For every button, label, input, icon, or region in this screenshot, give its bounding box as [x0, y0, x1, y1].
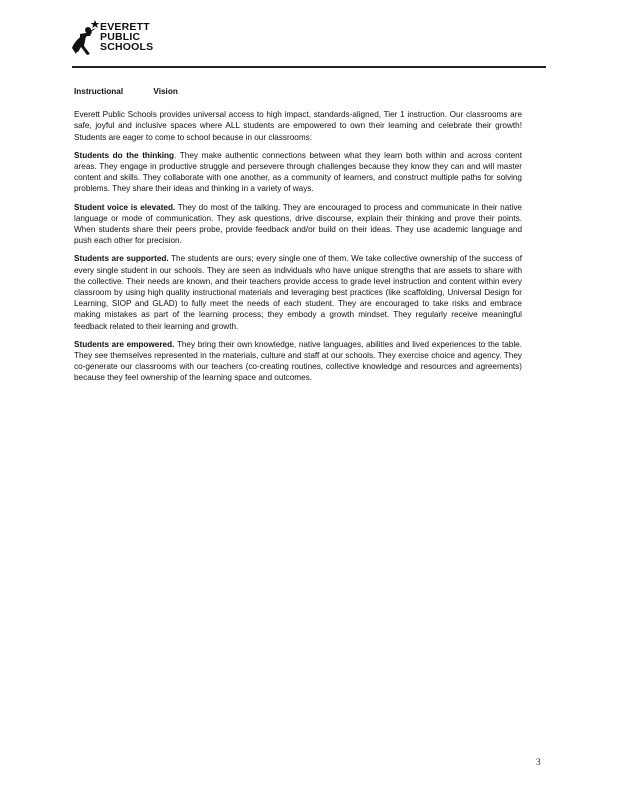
paragraph-text: . They make authentic connections between what they learn both within and across content areas. They engage in productive struggle and persevere through challenges because they know they can and will master content and skills. They collaborate with one another, as a community of learners, and construct multiple paths for solving problems. They share their ideas and thinking in a variety of ways. [74, 150, 522, 194]
empowered-paragraph [74, 339, 522, 384]
section-title: Instructional Vision [74, 87, 178, 96]
page-number: 3 [536, 757, 541, 767]
intro-paragraph [74, 109, 522, 143]
voice-paragraph [74, 202, 522, 247]
logo-line-1: EVERETT [100, 21, 150, 33]
thinking-paragraph [74, 150, 522, 195]
logo-line-2: PUBLIC [100, 31, 141, 43]
district-logo [70, 18, 180, 62]
logo-line-3: SCHOOLS [100, 41, 154, 53]
supported-paragraph [74, 253, 522, 331]
paragraph-lead: Students are supported. [74, 254, 169, 264]
paragraph-text: They bring their own knowledge, native languages, abilities and lived experiences to the table. They see themselves represented in the materials, culture and staff at our schools. They exercise choice and agency. They co-generate our classrooms with our teachers (co-creating routines, collective knowledge and resources and agreements) because they feel ownership of the learning space and outcomes. [74, 339, 522, 383]
paragraph-text: They do most of the talking. They are encouraged to process and communicate in their native language or mode of communication. They ask questions, drive discourse, explain their thinking and prove their points. When students share their peers probe, provide feedback and/or build on their ideas. They use academic language and push each other for precision. [74, 202, 522, 246]
paragraph-text: Everett Public Schools provides universal access to high impact, standards-aligned, Tier 1 instruction. Our classrooms are safe, joyful and inclusive spaces where ALL students are empowered to own their learning and celebrate their growth! Students are eager to come to school because in our classrooms: [74, 110, 522, 142]
paragraph-text: The students are ours; every single one of them. We take collective ownership of the success of every single student in our schools. They are seen as individuals who have unique strengths that are assets to share with the collective. Their needs are known, and their teachers provide access to grade level instruction and content within every classroom by using high quality instructional materials and leveraging best practices (like scaffolding, Universal Design for Learning, SIOP and GLAD) to fully meet the needs of each student. They are encouraged to take risks and embrace making mistakes as part of the learning process; they embody a growth mindset. They regularly receive meaningful feedback related to their learning and growth. [74, 254, 522, 331]
logo-wordmark [100, 22, 153, 52]
header-divider [72, 66, 546, 68]
runner-logo-icon [70, 18, 100, 62]
paragraph-lead: Students are empowered. [74, 339, 175, 349]
paragraph-lead: Student voice is elevated. [74, 202, 176, 212]
document-body [74, 86, 522, 391]
paragraph-lead: Students do the thinking [74, 150, 175, 160]
